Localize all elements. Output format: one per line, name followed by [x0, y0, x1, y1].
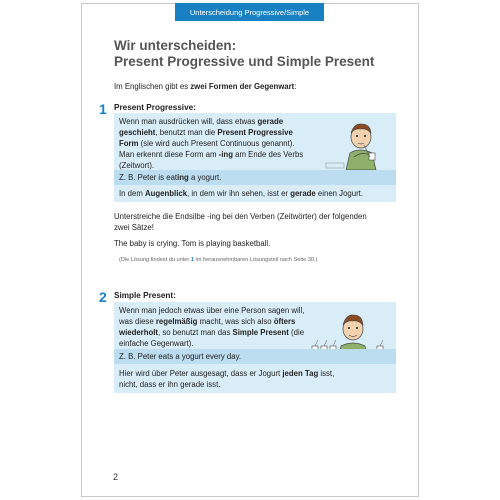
section-1-rule-bold-text: Present Progressive	[217, 128, 293, 137]
section-2-rule-text: , so benutzt man das	[158, 328, 233, 337]
title-line-2: Present Progressive und Simple Present	[114, 54, 375, 69]
section-2-rule-text: (die	[288, 328, 305, 337]
note-2-pre: Hier wird über Peter ausgesagt, dass er Jogurt	[119, 369, 283, 378]
solution-note-post: im herausnehmbaren Lösungsteil nach Seite 30.)	[193, 257, 318, 263]
note-1-pre: In dem	[119, 189, 146, 198]
section-1-instruction	[114, 211, 367, 233]
section-2-note	[119, 368, 334, 390]
intro-bold: zwei Formen der Gegenwart	[190, 82, 295, 91]
chapter-tab-label: Unterscheidung Progressive/Simple	[189, 7, 310, 17]
note-2-line-1	[119, 368, 334, 379]
section-1-rule-text: Man erkennt diese Form am	[119, 150, 219, 159]
note-2-line-2: nicht, dass er ihn gerade isst.	[119, 380, 221, 389]
section-2-rule-text: macht, was sich also	[197, 317, 274, 326]
intro-post: :	[294, 82, 297, 91]
title-line-1: Wir unterscheiden:	[114, 38, 237, 53]
section-2-rule-line-3	[119, 327, 334, 338]
section-2-rule-bold-text: Simple Present	[232, 328, 289, 337]
section-2-rule-text: Wenn man jedoch etwas über eine Person sagen will,	[119, 306, 305, 315]
instruction-line-2: zwei Sätze!	[114, 223, 154, 232]
section-2-rule-bold-text: regelmäßig	[155, 317, 198, 326]
example-1-bold: ing	[177, 173, 189, 182]
section-1-rule-text: Wenn man ausdrücken will, dass etwas	[119, 117, 258, 126]
example-1-post: a yogurt.	[188, 173, 222, 182]
section-2-rule-bold-text: wiederholt	[119, 328, 158, 337]
page-sheet	[81, 3, 419, 497]
intro-text	[114, 82, 296, 91]
section-2-rule-line-1	[119, 305, 334, 316]
note-1-post: einen Jogurt.	[315, 189, 364, 198]
boy-eating-yogurt-illustration	[324, 113, 396, 170]
section-1-rule-bold-text: -ing	[218, 150, 233, 159]
solution-note-pre: (Die Lösung findest du unter	[119, 257, 191, 263]
section-2-rule-text: was diese	[119, 317, 156, 326]
section-1-rule-text: , benutzt man die	[155, 128, 218, 137]
solution-note	[119, 257, 317, 263]
section-2-rule-line-2	[119, 316, 334, 327]
section-1-rule-line-4	[119, 149, 319, 160]
section-1-note	[119, 189, 363, 198]
section-2-rule-text	[119, 305, 334, 349]
section-2-heading: Simple Present:	[114, 291, 176, 300]
note-1-mid: , in dem wir ihn sehen, isst er	[187, 189, 291, 198]
section-2-number: 2	[99, 289, 107, 305]
chapter-tab	[175, 3, 324, 21]
section-2-example: Z. B. Peter eats a yogurt every day.	[119, 352, 242, 361]
section-1-rule-bold-text: gerade	[257, 117, 284, 126]
example-1-pre: Z. B. Peter is eat	[119, 173, 178, 182]
section-1-rule-line-3	[119, 138, 319, 149]
solution-note-number: 1	[190, 257, 194, 263]
section-1-example	[119, 173, 221, 182]
note-1-bold-1: Augenblick	[145, 189, 188, 198]
section-1-rule-bold-text: geschieht	[119, 128, 156, 137]
note-2-post: isst,	[318, 369, 335, 378]
intro-pre: Im Englischen gibt es	[114, 82, 191, 91]
section-1-rule-line-1	[119, 116, 319, 127]
section-1-rule-text	[119, 116, 319, 171]
section-2-rule-bold-text: öfters	[273, 317, 296, 326]
section-1-sentences: The baby is crying. Tom is playing basketball.	[114, 239, 271, 248]
section-1-rule-text: (sie wird auch Present Continuous genannt).	[138, 139, 295, 148]
section-1-heading: Present Progressive:	[114, 103, 196, 112]
section-1-rule-line-2	[119, 127, 319, 138]
section-1-number: 1	[99, 101, 107, 117]
section-2-rule-line-4	[119, 338, 334, 349]
note-1-bold-2: gerade	[290, 189, 316, 198]
instruction-line-1: Unterstreiche die Endsilbe -ing bei den Verben (Zeitwörter) der folgenden	[114, 212, 367, 221]
page-title	[114, 38, 404, 70]
section-1-rule-text: (Zeitwort).	[119, 161, 155, 170]
page-number: 2	[113, 472, 119, 482]
section-1-rule-bold-text: Form	[119, 139, 139, 148]
section-1-rule-text: am Ende des Verbs	[232, 150, 304, 159]
section-2-rule-text: einfache Gegenwart).	[119, 339, 194, 348]
note-2-bold: jeden Tag	[282, 369, 319, 378]
